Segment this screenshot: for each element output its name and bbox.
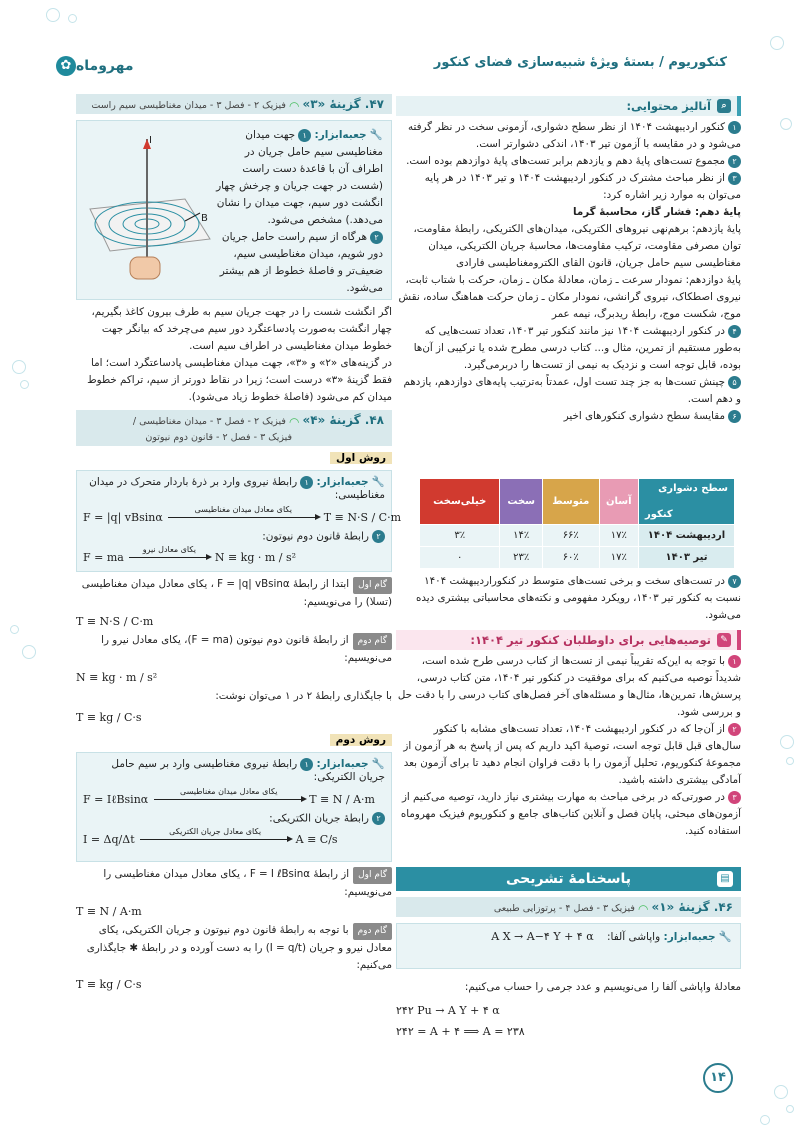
fig-label-i: I: [149, 135, 152, 146]
q48-toolbox-2: 🔧 جعبه‌ابزار: ۱رابطهٔ نیروی مغناطیسی وارد بر سیم حامل جریان الکتریکی: F = IℓBsinα یکای معادل میدان مغناطیسی T ≡ N / A·m ۲رابطهٔ جریان الکتریکی: I = Δq/Δt یکای معادل جریان الکتریکی A ≡ C/s: [76, 752, 392, 862]
wrench-icon: 🔧: [371, 758, 385, 770]
magnetic-force-formula: F = |q| vBsinα یکای معادل میدان مغناطیسی T ≡ N·S / C·m: [83, 505, 402, 524]
q47-para-2: در گزینه‌های «۲» و «۳»، جهت میدان مغناطیسی پادساعتگرد است؛ اما فقط گزینهٔ «۳» درست است؛ زیرا در نقاط دورتر از سیم، تراکم خطوط میدان کم می‌شود (فاصلهٔ خطوط زیاد می‌شود).: [87, 357, 392, 403]
wire-force-formula: F = IℓBsinα یکای معادل میدان مغناطیسی T ≡ N / A·m: [83, 787, 375, 806]
method-one-label: روش اول: [330, 452, 392, 464]
decor-bubble: [780, 735, 794, 749]
recommend-body: [396, 653, 741, 840]
decor-bubble: [780, 118, 792, 130]
q46-block: [396, 897, 741, 1038]
q48-bar: ۴۸. گزینهٔ «۴» ◠ فیزیک ۲ - فصل ۳ - میدان مغناطیسی / فیزیک ۳ - فصل ۲ - قانون دوم نیوتون: [76, 410, 392, 446]
header-title: کنکوریوم / بستهٔ ویژهٔ شبیه‌سازی فضای کنکور: [433, 55, 727, 70]
grade10-topics: پایهٔ دهم: فشار گاز، محاسبهٔ گرما: [573, 206, 741, 218]
q48-toolbox-1: 🔧 جعبه‌ابزار: ۱رابطهٔ نیروی وارد بر ذرهٔ باردار متحرک در میدان مغناطیسی: F = |q| vBsinα یکای معادل میدان مغناطیسی T ≡ N·S / C·m ۲رابطهٔ قانون دوم نیوتون: F = ma یکای معادل نیرو N ≡ kg · m / s²: [76, 470, 392, 572]
col-easy: آسان: [599, 479, 638, 525]
wrench-icon: 🔧: [371, 476, 385, 488]
q47-para-1: اگر انگشت شست را در جهت جریان سیم به طرف بیرون کاغذ بگیریم، چهار انگشت به‌صورت پادساعتگرد دور سیم می‌چرخد که بیانگر جهت خطوط میدان مغناطیسی در اطراف سیم است.: [91, 306, 392, 352]
page-number: ۱۴: [703, 1063, 733, 1093]
analysis-item-7: ۷در تست‌های سخت و برخی تست‌های متوسط در کنکوراردیبهشت ۱۴۰۴ نسبت به کنکور تیر ۱۴۰۳، رویکرد مفهومی و نکته‌های محاسباتی بیشتری دیده می‌شود.: [415, 575, 741, 621]
wifi-icon: ◠: [288, 414, 300, 429]
decor-bubble: [68, 14, 77, 23]
alpha-decay-formula: A X → A−۴ Y + ۴ α: [491, 930, 594, 943]
decor-bubble: [12, 360, 26, 374]
analysis-item-6: ۶مقایسهٔ سطح دشواری کنکورهای اخیر: [396, 408, 741, 425]
q47-body: [76, 304, 392, 406]
step-one: گام اولابتدا از رابطهٔ F = |q| vBsinα ، یکای معادل میدان مغناطیسی (تسلا) را می‌نویسیم:: [81, 578, 392, 608]
wire-field-figure: [85, 129, 215, 289]
analysis-section: [396, 96, 741, 425]
note-icon: ✎: [717, 633, 731, 647]
table-cell: ۱۴٪: [500, 525, 543, 547]
table-cell: ۶۰٪: [542, 547, 599, 569]
wifi-icon: ◠: [637, 901, 649, 916]
q46-bar: ۴۶. گزینهٔ «۱» ◠ فیزیک ۳ - فصل ۴ - پرتوزایی طبیعی: [396, 897, 741, 917]
newton-formula: F = ma یکای معادل نیرو N ≡ kg · m / s²: [83, 545, 297, 564]
decor-bubble: [10, 625, 19, 634]
analysis-item-2: ۲مجموع تست‌های پایهٔ دهم و یازدهم برابر تست‌های پایهٔ دوازدهم بوده است.: [396, 153, 741, 170]
recommend-title: ✎ توصیه‌هایی برای داوطلبان کنکور تیر ۱۴۰۴:: [396, 630, 741, 650]
q47-tool-text: 🔧 جعبه‌ابزار: ۱جهت میدان مغناطیسی سیم حامل جریان در اطراف آن با قاعدهٔ دست راست (شست در جهت جریان و چرخش چهار انگشت دور سیم، جهت میدان را نشان می‌دهد.) مشخص می‌شود. ۲هرگاه از سیم راست حامل جریان دور شویم، میدان مغناطیسی سیم، ضعیف‌تر و فاصلهٔ خطوط از هم بیشتر می‌شود.: [216, 129, 383, 294]
recommend-item-3: ۳در صورتی‌که در برخی مباحث به مهارت بیشتری نیاز دارید، توصیه می‌کنیم از آزمون‌های مبحثی، پایان فصل و آنلاین کتاب‌های جامع و کنکوریوم فیزیک مهروماه استفاده کنید.: [400, 791, 741, 837]
table-cell: ۱۷٪: [599, 525, 638, 547]
recommend-item-2: ۲از آن‌جا که در کنکور اردیبهشت ۱۴۰۴، تعداد تست‌های مشابه با کنکور سال‌های قبل قابل توجه است، توصیهٔ اکید داریم که پس از پاسخ به هر آزمون از مجموعهٔ کنکوریوم، تحلیل آزمون را با دقت فراوان انجام دهید تا برای آزمون بعد آمادگی بیشتری داشته باشید.: [403, 723, 741, 786]
q46-eq2: ۲۴۲ = A + ۴ ⟹ A = ۲۳۸: [396, 1025, 525, 1038]
current-formula: I = Δq/Δt یکای معادل جریان الکتریکی A ≡ C/s: [83, 827, 338, 846]
q47-toolbox: [76, 120, 392, 300]
solutions-title: پاسخنامهٔ تشریحی ▤: [396, 867, 741, 891]
grade11-topics: پایهٔ یازدهم: برهم‌نهی نیروهای الکتریکی، میدان‌های الکتریکی، رابطهٔ مقاومت، توان مصرفی مقاومت، ترکیب مقاومت‌ها، محاسبهٔ جریان الکتریکی، میدان مغناطیسی سیم حامل جریان، قانون القای الکترومغناطیسی فارادی: [413, 223, 741, 269]
table-cell: ۱۷٪: [599, 547, 638, 569]
wrench-icon: 🔧: [369, 129, 383, 141]
wrench-icon: 🔧: [718, 931, 732, 943]
result-1: T ≡ kg / C·s: [76, 711, 142, 724]
row-name: تیر ۱۴۰۳: [639, 547, 735, 569]
q46-text: معادلهٔ واپاشی آلفا را می‌نویسیم و عدد جرمی را حساب می‌کنیم:: [464, 981, 741, 993]
q46-toolbox: 🔧 جعبه‌ابزار: واپاشی آلفا: A X → A−۴ Y + ۴ α: [396, 923, 741, 969]
recommend-item-1: ۱با توجه به این‌که تقریباً نیمی از تست‌ها از کتاب درسی طرح شده است، شدیداً توصیه می‌کنیم که برای موفقیت در کنکور تیر ۱۴۰۴، متن کتاب درسی، پرسش‌ها، تمرین‌ها، مثال‌ها و مسئله‌های آخر فصل‌های کتاب درسی را با دقت حل و بررسی شود.: [397, 655, 741, 718]
decor-bubble: [20, 380, 29, 389]
decor-bubble: [786, 1105, 794, 1113]
wifi-icon: ◠: [288, 98, 300, 113]
magnifier-icon: ⌕: [717, 99, 731, 113]
decor-bubble: [760, 1115, 770, 1125]
decor-bubble: [770, 36, 784, 50]
col-medium: متوسط: [542, 479, 599, 525]
analysis-item-3: ۳از نظر مباحث مشترک در کنکور اردیبهشت ۱۴۰۴ و تیر ۱۴۰۳ در هر پایه می‌توان به موارد زیر اشاره کرد:: [424, 172, 741, 201]
document-icon: ▤: [717, 871, 733, 887]
tesla-unit-1: T ≡ N·S / C·m: [76, 615, 154, 628]
table-cell: ۶۶٪: [542, 525, 599, 547]
analysis-body: [396, 119, 741, 425]
table-cell: ۲۳٪: [500, 547, 543, 569]
fig-label-b: B: [201, 213, 208, 224]
step-one-b: گام اولاز رابطهٔ F = I ℓBsinα ، یکای معادل میدان مغناطیسی را می‌نویسیم:: [103, 868, 392, 898]
row-name: اردیبهشت ۱۴۰۴: [639, 525, 735, 547]
table-cell: ۳٪: [420, 525, 500, 547]
decor-bubble: [774, 1085, 788, 1099]
q47-bar: ۴۷. گزینهٔ «۳» ◠ فیزیک ۲ - فصل ۳ - میدان مغناطیسی سیم راست: [76, 94, 392, 114]
q47-block: [76, 94, 392, 406]
analysis-item-1: ۱کنکور اردیبهشت ۱۴۰۴ از نظر سطح دشواری، آزمونی سخت در نظر گرفته می‌شود و در مقایسه با آزمون تیر ۱۴۰۳، اندکی دشوارتر است.: [407, 121, 741, 150]
analysis-item-5: ۵چینش تست‌ها به جز چند تست اول، عمدتاً به‌ترتیب پایه‌های دوازدهم، یازدهم و دهم است.: [403, 376, 741, 405]
col-hard: سخت: [500, 479, 543, 525]
recommend-section: [396, 630, 741, 840]
analysis-title: ⌕ آنالیز محتوایی:: [396, 96, 741, 116]
analysis-item-4: ۴در کنکور اردیبهشت ۱۴۰۴ نیز مانند کنکور تیر ۱۴۰۳، تعداد تست‌هایی که به‌طور مستقیم از تمرین، مثال و... کتاب درسی مطرح شده یا ترکیبی از آن‌ها بوده، قابل توجه است و نزدیک به نیمی از تست‌ها را دربرمی‌گیرد.: [413, 325, 741, 371]
table-cell: ۰: [420, 547, 500, 569]
step-two-b: گام دومبا توجه به رابطهٔ قانون دوم نیوتون و جریان الکتریکی، یکای معادل نیرو و جریان (I = q/t) را به دست آورده و در رابطهٔ ✱ جایگذاری می‌کنیم:: [86, 924, 392, 971]
grade12-topics: پایهٔ دوازدهم: نمودار سرعت ـ زمان، معادلهٔ مکان ـ زمان، حرکت با شتاب ثابت، نیروی اصطکاک، نیروی گرانشی، نمودار مکان ـ زمان حرکت هماهنگ ساده، نقش موج، شکست موج، رابطهٔ ریدبرگ، نیمه عمر: [398, 274, 741, 320]
q48-block: [76, 410, 402, 991]
result-2: T ≡ kg / C·s: [76, 978, 142, 991]
difficulty-table: [419, 478, 735, 569]
step-three: با جایگذاری رابطهٔ ۲ در ۱ می‌توان نوشت:: [215, 690, 392, 702]
decor-bubble: [46, 8, 60, 22]
brand-logo-icon: ✿: [56, 56, 76, 76]
decor-bubble: [786, 757, 794, 765]
step-two: گام دوماز رابطهٔ قانون دوم نیوتون (F = ma)، یکای معادل نیرو را می‌نویسیم:: [101, 634, 392, 664]
tesla-unit-b: T ≡ N / A·m: [76, 905, 142, 918]
newton-unit-2: N ≡ kg · m / s²: [76, 671, 158, 684]
decor-bubble: [22, 645, 36, 659]
col-very-hard: خیلی‌سخت: [420, 479, 500, 525]
method-two-label: روش دوم: [330, 734, 392, 746]
q46-eq1: ۲۴۲ Pu → A Y + ۴ α: [396, 1004, 500, 1017]
table-corner: سطح دشواری کنکور: [639, 479, 735, 525]
brand-name: مهروماه: [76, 58, 134, 74]
